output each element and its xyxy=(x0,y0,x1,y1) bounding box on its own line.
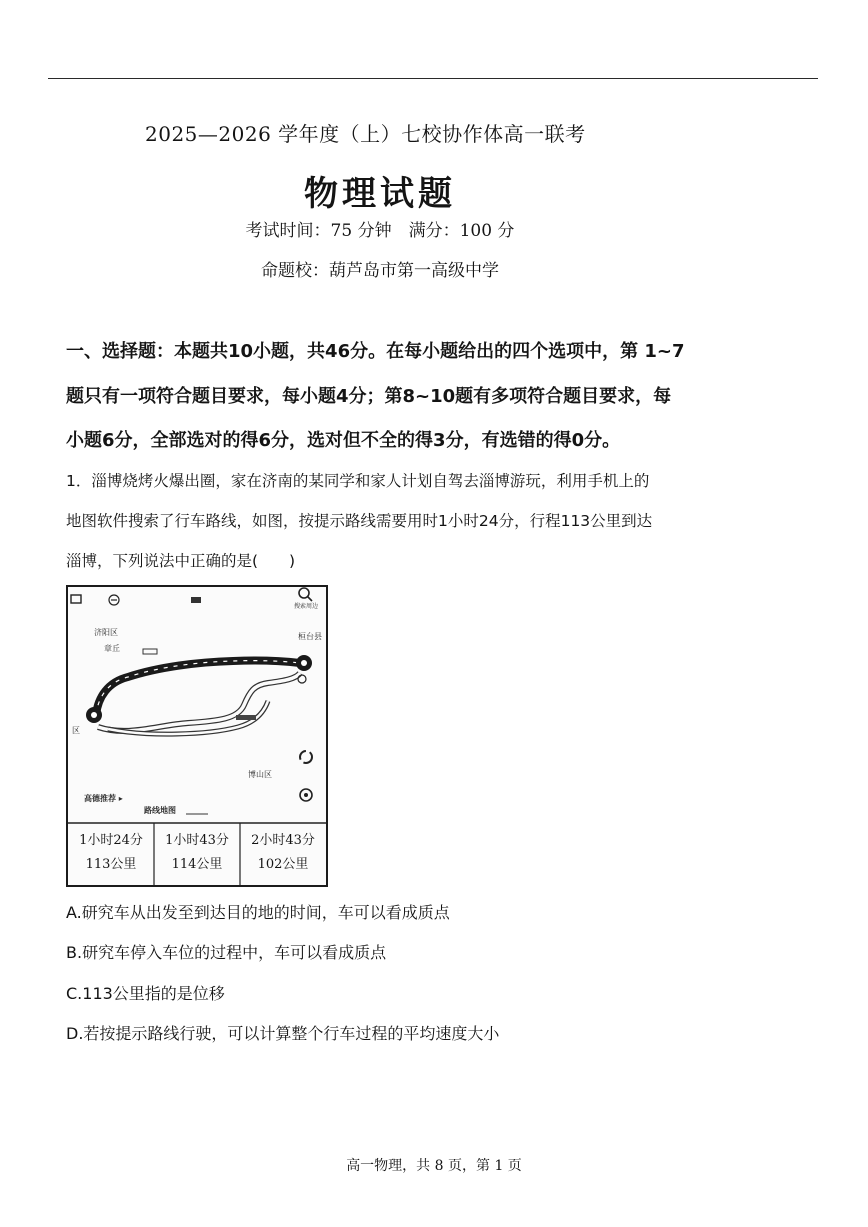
section-instruction-line-1: 一、选择题：本题共10小题，共46分。在每小题给出的四个选项中，第 1~7 xyxy=(66,341,685,362)
question-1-line-3: 淄博，下列说法中正确的是( ) xyxy=(66,552,296,570)
map-label-district-b: 博山区 xyxy=(248,770,272,779)
map-label-place-b: 桓台县 xyxy=(298,632,322,641)
minus-icon xyxy=(109,595,119,605)
route-1-time: 1小时24分 xyxy=(79,833,143,848)
exam-line: 2025—2026 学年度（上）七校协作体高一联考 xyxy=(145,122,586,146)
map-label-title: 路线地图 xyxy=(144,806,176,815)
route-3-time: 2小时43分 xyxy=(251,833,315,848)
option-d: D.若按提示路线行驶，可以计算整个行车过程的平均速度大小 xyxy=(66,1024,500,1043)
route-2-time: 1小时43分 xyxy=(165,833,229,848)
section-instruction-line-3: 小题6分，全部选对的得6分，选对但不全的得3分，有选错的得0分。 xyxy=(66,430,621,451)
refresh-icon xyxy=(300,751,312,763)
route-map-figure xyxy=(66,585,328,887)
option-b: B.研究车停入车位的过程中，车可以看成质点 xyxy=(66,943,387,962)
start-marker-icon xyxy=(86,707,102,723)
end-marker-icon xyxy=(296,655,312,683)
map-label-district-a: 济阳区 xyxy=(94,628,118,637)
top-rule xyxy=(48,78,818,79)
route-1-distance: 113公里 xyxy=(85,857,137,872)
route-option-2[interactable] xyxy=(155,823,239,879)
exam-school: 命题校：葫芦岛市第一高级中学 xyxy=(261,261,499,281)
map-label-top-right: 搜索周边 xyxy=(294,603,319,610)
place-marker xyxy=(143,649,157,654)
question-1-line-2: 地图软件搜索了行车路线，如图，按提示路线需要用时1小时24分，行程113公里到达 xyxy=(66,512,653,530)
option-a: A.研究车从出发至到达目的地的时间，车可以看成质点 xyxy=(66,903,450,922)
map-label-place-a: 章丘 xyxy=(104,644,120,653)
main-route xyxy=(96,661,300,715)
question-1-line-1: 1．淄博烧烤火爆出圈，家在济南的某同学和家人计划自驾去淄博游玩，利用手机上的 xyxy=(66,472,650,490)
map-label-district-left: 区 xyxy=(72,726,80,735)
place-marker xyxy=(236,715,256,720)
back-icon xyxy=(71,595,81,603)
route-option-3[interactable] xyxy=(241,823,325,879)
section-instruction-line-2: 题只有一项符合题目要求，每小题4分；第8~10题有多项符合题目要求，每 xyxy=(66,386,672,407)
page-title: 物理试题 xyxy=(304,174,456,214)
search-icon xyxy=(299,588,312,601)
route-option-1[interactable] xyxy=(69,823,153,879)
page-footer: 高一物理，共 8 页，第 1 页 xyxy=(346,1158,522,1174)
route-3-distance: 102公里 xyxy=(257,857,309,872)
route-2-distance: 114公里 xyxy=(171,857,223,872)
layers-icon xyxy=(191,597,201,603)
main-route-arrows xyxy=(96,661,300,715)
option-c: C.113公里指的是位移 xyxy=(66,984,225,1003)
map-label-recommend[interactable]: 高德推荐 ▸ xyxy=(84,794,123,803)
exam-duration: 考试时间：75 分钟 满分：100 分 xyxy=(245,221,515,241)
locate-icon xyxy=(300,789,312,801)
